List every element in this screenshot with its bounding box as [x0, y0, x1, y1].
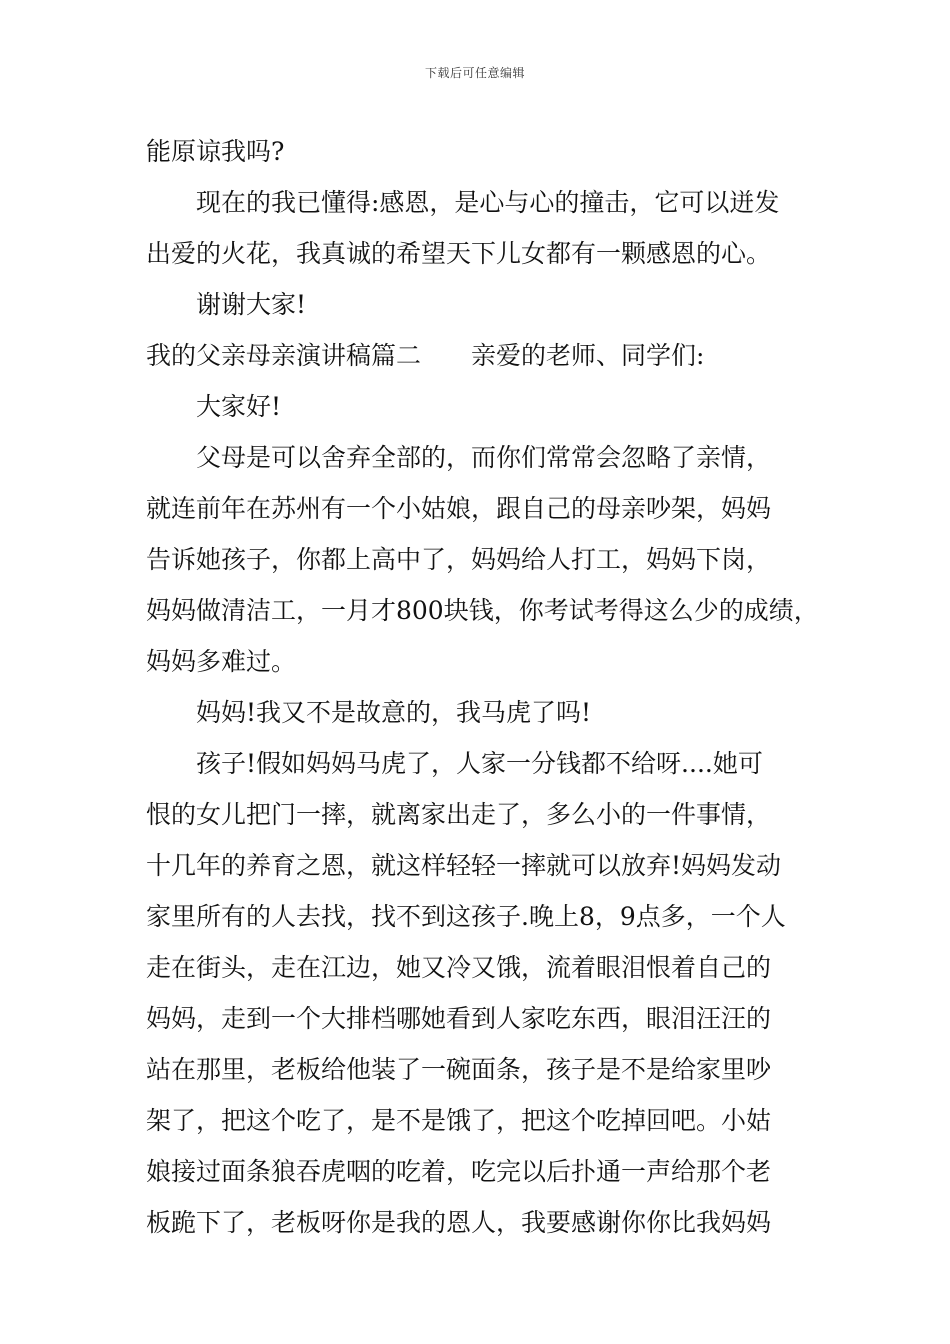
paragraph-line: 板跪下了，老板呀你是我的恩人，我要感谢你你比我妈妈: [146, 1208, 772, 1237]
paragraph-line: 就连前年在苏州有一个小姑娘，跟自己的母亲吵架，妈妈: [146, 494, 772, 523]
paragraph-line: 妈妈做清洁工，一月才800块钱，你考试考得这么少的成绩，: [146, 596, 819, 625]
paragraph-line: 孩子!假如妈妈马虎了，人家一分钱都不给呀....她可: [196, 749, 763, 778]
paragraph-line: 妈妈，走到一个大排档哪她看到人家吃东西，眼泪汪汪的: [146, 1004, 772, 1033]
paragraph-line: 十几年的养育之恩，就这样轻轻一摔就可以放弃!妈妈发动: [146, 851, 782, 880]
paragraph-line: 能原谅我吗?: [146, 137, 285, 166]
section-greeting: 亲爱的老师、同学们:: [471, 341, 705, 370]
document-body: [146, 126, 826, 1248]
paragraph-line: 娘接过面条狼吞虎咽的吃着，吃完以后扑通一声给那个老: [146, 1157, 772, 1186]
section-title: 我的父亲母亲演讲稿篇二: [146, 341, 422, 370]
paragraph-line: 告诉她孩子，你都上高中了，妈妈给人打工，妈妈下岗，: [146, 545, 772, 574]
paragraph-line: 妈妈!我又不是故意的，我马虎了吗!: [196, 698, 592, 727]
paragraph-line: 出爱的火花，我真诚的希望天下儿女都有一颗感恩的心。: [146, 239, 772, 268]
page-header-note: 下载后可任意编辑: [424, 66, 525, 80]
section-heading-line: [146, 330, 826, 381]
paragraph-line: 妈妈多难过。: [146, 647, 297, 676]
paragraph-line: 站在那里，老板给他装了一碗面条，孩子是不是给家里吵: [146, 1055, 772, 1084]
paragraph-line: 走在街头，走在江边，她又冷又饿，流着眼泪恨着自己的: [146, 953, 772, 982]
paragraph-line: 家里所有的人去找，找不到这孩子.晚上8，9点多，一个人: [146, 902, 786, 931]
paragraph-line: 现在的我已懂得:感恩，是心与心的撞击，它可以迸发: [196, 188, 780, 217]
paragraph-line: 恨的女儿把门一摔，就离家出走了，多么小的一件事情，: [146, 800, 772, 829]
paragraph-line: 谢谢大家!: [196, 290, 307, 319]
paragraph-line: 架了，把这个吃了，是不是饿了，把这个吃掉回吧。小姑: [146, 1106, 772, 1135]
paragraph-line: 大家好!: [196, 392, 282, 421]
paragraph-line: 父母是可以舍弃全部的，而你们常常会忽略了亲情，: [196, 443, 772, 472]
